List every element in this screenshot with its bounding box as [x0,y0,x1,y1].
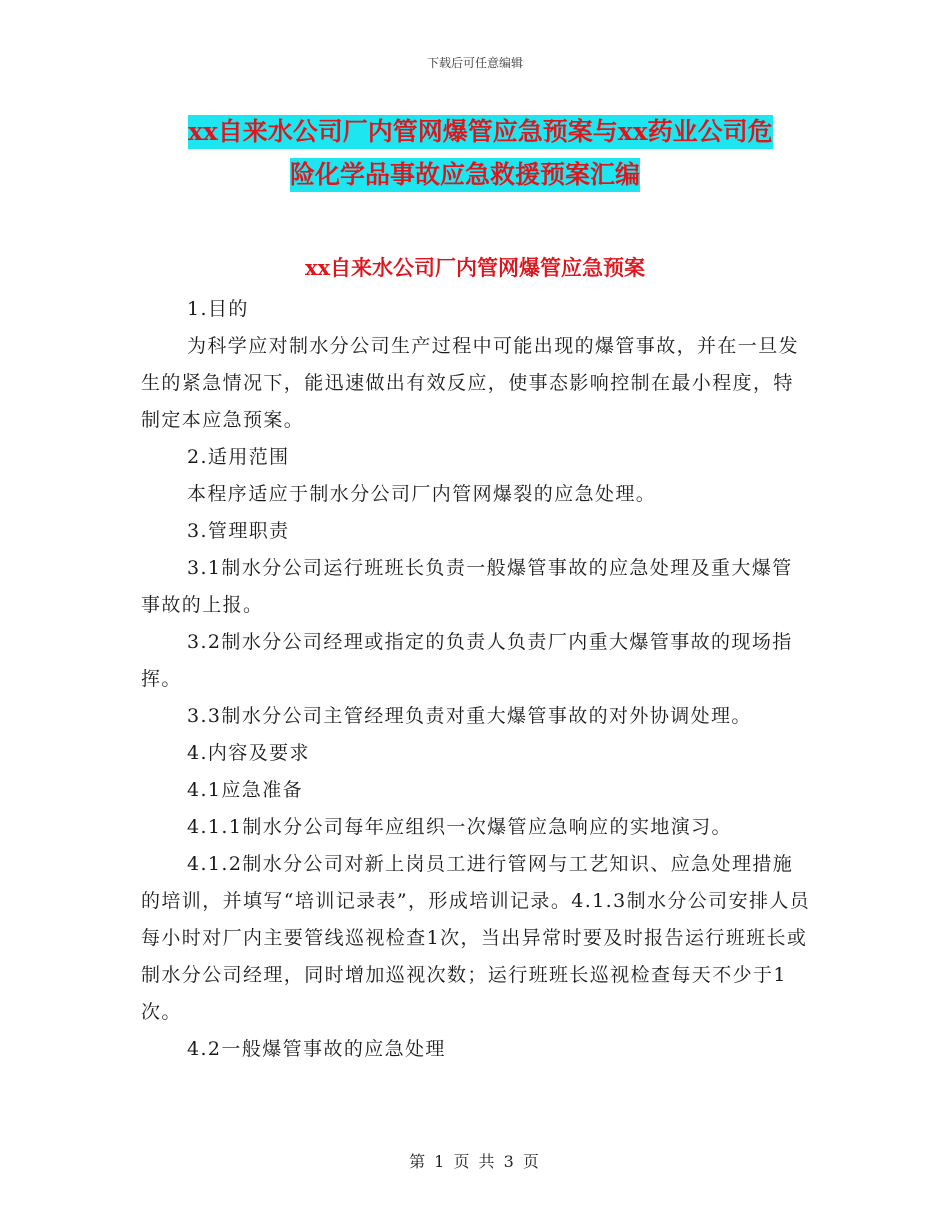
heading-purpose: 1.目的 [187,298,249,320]
heading-emergency-preparation: 4.1应急准备 [187,779,304,801]
heading-scope: 2.适用范围 [187,446,290,468]
document-title-line-2: 险化学品事故应急救援预案汇编 [290,158,640,192]
heading-4-2: 4.2一般爆管事故的应急处理 [187,1038,446,1060]
section-title: xx自来水公司厂内管网爆管应急预案 [304,255,646,280]
heading-responsibilities: 3.管理职责 [187,520,290,542]
paragraph-3-3: 3.3制水分公司主管经理负责对重大爆管事故的对外协调处理。 [187,705,752,727]
paragraph-scope: 本程序适应于制水分公司厂内管网爆裂的应急处理。 [187,483,657,505]
page-footer: 第 1 页 共 3 页 [409,1152,541,1171]
paragraph-3-1: 3.1制水分公司运行班班长负责一般爆管事故的应急处理及重大爆管事故的上报。 [141,557,793,616]
paragraph-purpose: 为科学应对制水分公司生产过程中可能出现的爆管事故，并在一旦发生的紧急情况下，能迅速做出有效反应，使事态影响控制在最小程度，特制定本应急预案。 [141,335,800,431]
paragraph-3-2: 3.2制水分公司经理或指定的负责人负责厂内重大爆管事故的现场指挥。 [141,631,793,690]
document-title-line-1: xx自来水公司厂内管网爆管应急预案与xx药业公司危 [188,115,773,149]
paragraph-4-1-2: 4.1.2制水分公司对新上岗员工进行管网与工艺知识、应急处理措施的培训，并填写“培训记录表”，形成培训记录。4.1.3制水分公司安排人员每小时对厂内主要管线巡视检查1次，当出异常时要及时报告运行班班长或制水分公司经理，同时增加巡视次数；运行班班长巡视检查每天不少于1次。 [141,853,811,1023]
page-header: 下载后可任意编辑 [426,56,523,70]
heading-content-requirements: 4.内容及要求 [187,742,310,764]
paragraph-4-1-1: 4.1.1制水分公司每年应组织一次爆管应急响应的实地演习。 [187,816,732,838]
document-body [141,291,813,1068]
